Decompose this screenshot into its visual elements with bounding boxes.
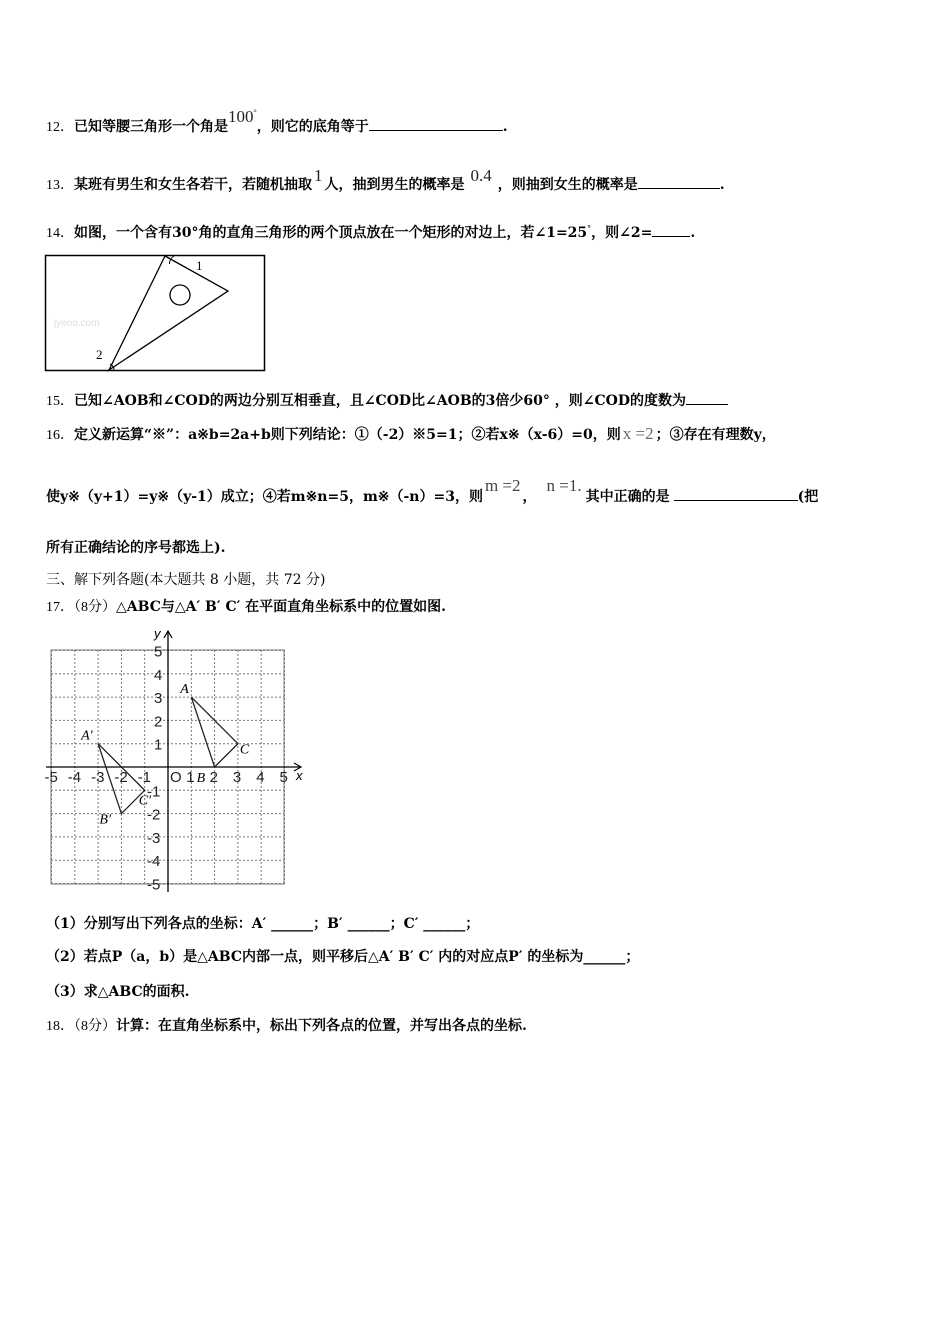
question-14: [46, 222, 695, 242]
x-tick-label: 2: [209, 769, 218, 786]
section-title: 三、解下列各题(本大题共 8 小题，共 72 分): [46, 572, 326, 588]
math-value: 1: [314, 166, 323, 185]
question-number: 14．: [46, 226, 74, 241]
question-18: [46, 1015, 527, 1035]
question-15: [46, 390, 728, 410]
question-text: 其中正确的是: [585, 489, 670, 505]
question-13: [46, 166, 725, 194]
answer-blank[interactable]: [686, 392, 728, 405]
question-text: (把: [797, 489, 819, 505]
x-axis-label: x: [296, 768, 303, 783]
question-text: 已知等腰三角形一个角是: [74, 119, 228, 135]
question-number: 17．: [46, 600, 74, 615]
question-text: ；③存在有理数y，: [655, 427, 776, 443]
y-tick-label: 1: [154, 736, 163, 754]
period: .: [719, 177, 725, 193]
period: .: [502, 119, 508, 135]
degree-mark: °: [253, 108, 257, 117]
y-tick-label: 3: [154, 690, 163, 708]
question-17: [46, 596, 446, 616]
question-text: ，则∠2=: [591, 225, 653, 241]
y-tick-label: 4: [154, 666, 163, 684]
point-label-c-prime: C′: [138, 793, 152, 809]
x-tick-label: -3: [91, 769, 105, 786]
question-17-part-2: （2）若点P（a，b）是△ABC内部一点，则平移后△A′ B′ C′ 内的对应点P′ 的坐标为______；: [46, 949, 640, 965]
y-axis-label: y: [154, 626, 161, 641]
y-tick-label: 5: [154, 643, 163, 661]
x-tick-label: 5: [279, 769, 288, 786]
math-value: m =2: [484, 476, 521, 495]
y-tick-label: -2: [147, 806, 161, 824]
question-number: 15．: [46, 394, 74, 409]
watermark: jyeoo.com: [54, 318, 100, 329]
x-tick-label: -1: [137, 769, 152, 786]
x-tick-label: 1: [186, 769, 195, 786]
y-tick-label: -5: [147, 876, 161, 894]
y-tick-label: -3: [147, 829, 161, 847]
coordinate-plane: [44, 624, 314, 896]
math-value: 0.4: [470, 166, 492, 185]
question-16-line-3: [46, 537, 226, 557]
answer-blank[interactable]: [638, 176, 720, 189]
question-text: 定义新运算“※”：a※b=2a+b则下列结论：①（-2）※5=1；②若x※（x-6）=0，则: [74, 427, 621, 443]
question-number: 13．: [46, 178, 74, 193]
question-16-line-2: [46, 476, 819, 506]
x-tick-label: 4: [256, 769, 265, 786]
point-label-a: A: [180, 682, 189, 698]
rectangle: [46, 256, 265, 371]
x-tick-label: O: [170, 769, 182, 786]
question-text: 如图，一个含有30°角的直角三角形的两个顶点放在一个矩形的对边上，若∠1=25: [74, 225, 588, 241]
question-text: 已知∠AOB和∠COD的两边分别互相垂直，且∠COD比∠AOB的3倍少60° ，则∠COD的度数为: [74, 393, 686, 409]
degree-mark: °: [587, 224, 592, 233]
point-label-b: B: [196, 771, 206, 786]
math-value: x =2: [622, 424, 654, 443]
triangle-rectangle-figure: [44, 254, 268, 374]
question-text: 人，抽到男生的概率是: [324, 177, 465, 193]
question-number: 16．: [46, 428, 74, 443]
right-triangle: [109, 256, 228, 370]
question-score: （8分）: [74, 1019, 116, 1034]
answer-blank[interactable]: [369, 118, 503, 131]
x-tick-label: -4: [67, 769, 82, 786]
question-number: 12．: [46, 120, 74, 135]
period: .: [690, 225, 696, 241]
y-tick-label: -1: [147, 783, 161, 801]
answer-blank[interactable]: [674, 488, 798, 501]
question-17-part-3: （3）求△ABC的面积.: [46, 984, 190, 1000]
question-17-part-1: （1）分别写出下列各点的坐标：A′ ______；B′ ______；C′ ______；: [46, 916, 480, 932]
question-12: [46, 107, 508, 136]
math-value: n =1.: [546, 476, 582, 495]
question-text: 计算：在直角坐标系中，标出下列各点的位置，并写出各点的坐标.: [116, 1018, 527, 1034]
point-label-c: C: [239, 742, 250, 758]
angle-label-2: 2: [96, 347, 103, 362]
question-text: ，则它的底角等于: [256, 119, 369, 135]
x-tick-label: -2: [114, 769, 128, 786]
comma: ，: [522, 489, 537, 505]
question-score: （8分）: [74, 600, 116, 615]
angle-label-1: 1: [196, 258, 203, 273]
question-text: ，则抽到女生的概率是: [497, 177, 638, 193]
math-value: 100: [228, 107, 254, 126]
y-tick-label: 2: [154, 713, 163, 731]
y-tick-label: -4: [147, 853, 161, 871]
question-text: 使y※（y+1）=y※（y-1）成立；④若m※n=5，m※（-n）=3，则: [46, 489, 483, 505]
question-16-line-1: [46, 424, 776, 444]
point-label-b-prime: B′: [99, 812, 112, 828]
x-tick-label: 3: [232, 769, 242, 786]
point-label-a-prime: A′: [81, 728, 93, 744]
question-text: 某班有男生和女生各若干，若随机抽取: [74, 177, 312, 193]
question-text: △ABC与△A′ B′ C′ 在平面直角坐标系中的位置如图.: [116, 599, 447, 615]
triangle-hole: [170, 285, 190, 305]
x-tick-label: -5: [44, 769, 58, 786]
question-text: 所有正确结论的序号都选上).: [46, 540, 226, 556]
question-number: 18．: [46, 1019, 74, 1034]
answer-blank[interactable]: [652, 224, 690, 237]
